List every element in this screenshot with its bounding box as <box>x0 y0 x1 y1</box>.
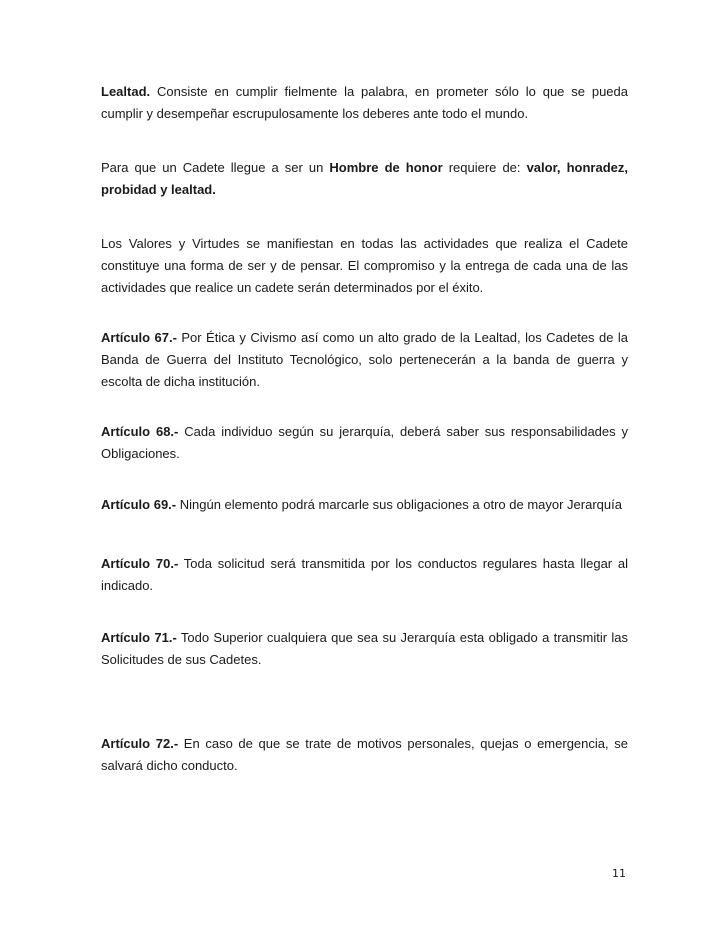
paragraph-articulo-70 <box>101 553 628 597</box>
article-71-heading: Artículo 71.- <box>101 630 177 645</box>
paragraph-hombre-de-honor <box>101 157 628 201</box>
article-69-heading: Artículo 69.- <box>101 497 177 512</box>
page-number: 11 <box>612 867 626 880</box>
paragraph-articulo-67 <box>101 327 628 393</box>
paragraph-lealtad <box>101 81 628 125</box>
article-70-text: Toda solicitud será transmitida por los conductos regulares hasta llegar al indicado. <box>101 556 628 593</box>
valores-virtudes-text: Los Valores y Virtudes se manifiestan en todas las actividades que realiza el Cadete constituye una forma de ser y de pensar. El compromiso y la entrega de cada una de las actividades que realice un cadete serán determinados por el éxito. <box>101 236 628 295</box>
hombre-de-honor-intro: Para que un Cadete llegue a ser un <box>101 160 330 175</box>
paragraph-valores-virtudes <box>101 233 628 299</box>
term-lealtad: Lealtad. <box>101 84 151 99</box>
article-69-text: Ningún elemento podrá marcarle sus obligaciones a otro de mayor Jerarquía <box>176 497 622 512</box>
lealtad-definition: Consiste en cumplir fielmente la palabra, en prometer sólo lo que se pueda cumplir y desempeñar escrupulosamente los deberes ante todo el mundo. <box>101 84 628 121</box>
article-71-text: Todo Superior cualquiera que sea su Jerarquía esta obligado a transmitir las Solicitudes de sus Cadetes. <box>101 630 628 667</box>
article-67-text: Por Ética y Civismo así como un alto grado de la Lealtad, los Cadetes de la Banda de Guerra del Instituto Tecnológico, solo pertenecerán a la banda de guerra y escolta de dicha institución. <box>101 330 628 389</box>
article-68-heading: Artículo 68.- <box>101 424 179 439</box>
honor-qualities: valor, honradez, probidad y lealtad. <box>101 160 628 197</box>
paragraph-articulo-69 <box>101 494 628 516</box>
article-68-text: Cada individuo según su jerarquía, deberá saber sus responsabilidades y Obligaciones. <box>101 424 629 461</box>
article-72-text: En caso de que se trate de motivos personales, quejas o emergencia, se salvará dicho conducto. <box>101 736 628 773</box>
hombre-de-honor-connector: requiere de: <box>442 160 527 175</box>
term-hombre-de-honor: Hombre de honor <box>329 160 443 175</box>
paragraph-articulo-72 <box>101 733 628 777</box>
paragraph-articulo-71 <box>101 627 628 671</box>
article-67-heading: Artículo 67.- <box>101 330 177 345</box>
article-70-heading: Artículo 70.- <box>101 556 179 571</box>
article-72-heading: Artículo 72.- <box>101 736 179 751</box>
paragraph-articulo-68 <box>101 421 628 465</box>
